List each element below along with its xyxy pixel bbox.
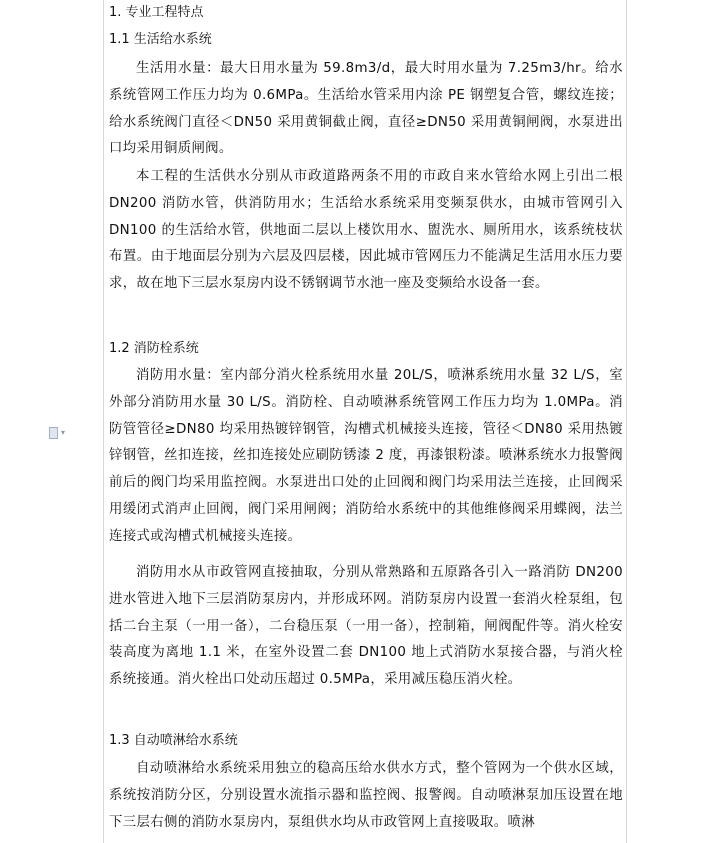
document-sheet-icon <box>49 427 58 439</box>
right-margin-guide <box>626 0 627 843</box>
subsection-title-1-3: 1.3 自动喷淋给水系统 <box>109 733 238 748</box>
subsection-title-1-2: 1.2 消防栓系统 <box>109 341 199 356</box>
chevron-down-icon: ▾ <box>61 428 66 437</box>
paragraph: 消防用水量：室内部分消火栓系统用水量 20L/S，喷淋系统用水量 32 L/S，室外部分消防用水量 30 L/S。消防栓、自动喷淋系统管网工作压力均为 1.0MPa。消防管管径≥DN80 均采用热镀锌钢管，沟槽式机械接头连接，管径＜DN80 采用热镀锌钢管，丝扣连接，丝扣连接处应刷防锈漆 2 度，再漆银粉漆。喷淋系统水力报警阀前后的阀门均采用监控阀。水泵进出口处的止回阀和阀门均采用法兰连接，止回阀采用缓闭式消声止回阀，阀门采用闸阀；消防给水系统中的其他维修阀采用蝶阀，法兰连接式或沟槽式机械接头连接。 <box>109 368 623 544</box>
document-icon[interactable] <box>47 426 69 442</box>
section-title: 1. 专业工程特点 <box>109 5 204 20</box>
subsection-title-1-1: 1.1 生活给水系统 <box>109 32 212 47</box>
left-margin-guide <box>103 0 104 843</box>
paragraph: 消防用水从市政管网直接抽取，分别从常熟路和五原路各引入一路消防 DN200 进水管进入地下三层消防泵房内，并形成环网。消防泵房内设置一套消火栓泵组，包括二台主泵（一用一备），二台稳压泵（一用一备），控制箱，闸阀配件等。消火栓安装高度为离地 1.1 米，在室外设置二套 DN100 地上式消防水泵接合器，与消火栓系统接通。消火栓出口处动压超过 0.5MPa，采用减压稳压消火栓。 <box>109 565 623 688</box>
paragraph: 生活用水量：最大日用水量为 59.8m3/d，最大时用水量为 7.25m3/hr。给水系统管网工作压力均为 0.6MPa。生活给水管采用内涂 PE 钢塑复合管，螺纹连接；给水系统阀门直径＜DN50 采用黄铜截止阀，直径≥DN50 采用黄铜闸阀，水泵进出口均采用铜质闸阀。 <box>109 61 623 157</box>
paragraph: 自动喷淋给水系统采用独立的稳高压给水供水方式，整个管网为一个供水区域，系统按消防分区，分别设置水流指示器和监控阀、报警阀。自动喷淋泵加压设置在地下三层右侧的消防水泵房内，泵组供水均从市政管网上直接吸取。喷淋 <box>109 761 623 830</box>
paragraph: 本工程的生活供水分别从市政道路两条不用的市政自来水管给水网上引出二根 DN200 消防水管，供消防用水；生活给水系统采用变频泵供水，由城市管网引入 DN100 的生活给水管，供地面二层以上楼饮用水、盥洗水、厕所用水，该系统枝状布置。由于地面层分别为六层及四层楼，因此城市管网压力不能满足生活用水压力要求，故在地下三层水泵房内设不锈钢调节水池一座及变频给水设备一套。 <box>109 169 623 292</box>
